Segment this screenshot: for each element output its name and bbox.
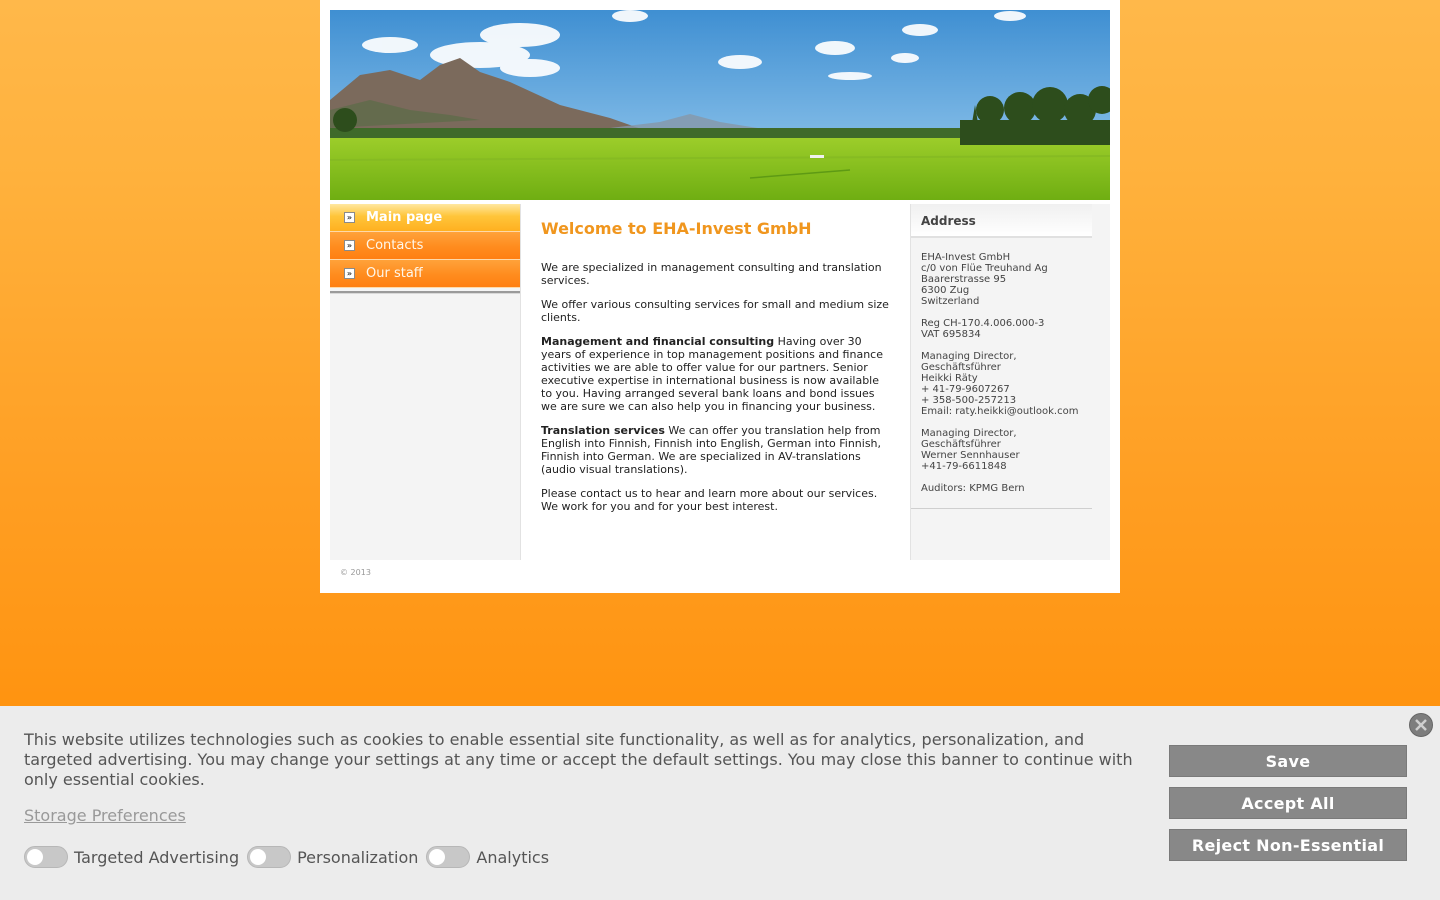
- auditors: Auditors: KPMG Bern: [921, 483, 1025, 494]
- toggle-analytics: [426, 846, 549, 868]
- director1-phone2: + 358-500-257213: [921, 395, 1017, 406]
- director2-phone: +41-79-6611848: [921, 461, 1007, 472]
- toggle-label: Targeted Advertising: [74, 847, 240, 867]
- toggle-label: Analytics: [476, 847, 550, 867]
- city: 6300 Zug: [921, 285, 970, 296]
- analytics-switch[interactable]: [426, 846, 470, 868]
- address-details: [911, 238, 1092, 509]
- accept-all-button[interactable]: Accept All: [1169, 787, 1407, 819]
- personalization-switch[interactable]: [247, 846, 291, 868]
- close-icon[interactable]: [1409, 713, 1433, 737]
- double-chevron-right-icon: »: [344, 268, 355, 279]
- director2-name: Werner Sennhauser: [921, 450, 1020, 461]
- switch-knob: [27, 849, 43, 865]
- storage-preferences-link[interactable]: Storage Preferences: [24, 806, 186, 825]
- country: Switzerland: [921, 296, 980, 307]
- double-chevron-right-icon: »: [344, 212, 355, 223]
- registration: Reg CH-170.4.006.000-3: [921, 318, 1045, 329]
- page-container: [320, 0, 1120, 593]
- care-of: c/0 von Flüe Treuhand Ag: [921, 263, 1048, 274]
- translation-text: We can offer you translation help from English into Finnish, Finnish into English, German into Finnish, Finnish into German. We are specialized in AV-translations (audio visual translations).: [541, 424, 882, 476]
- main-content: [520, 204, 910, 560]
- director2-title-de: Geschäftsführer: [921, 439, 1001, 450]
- page-title: Welcome to EHA-Invest GmbH: [541, 219, 812, 238]
- director1-title-de: Geschäftsführer: [921, 362, 1001, 373]
- footer-copyright: © 2013: [340, 568, 371, 577]
- cookie-toggles: [24, 846, 557, 868]
- switch-knob: [429, 849, 445, 865]
- director1-name: Heikki Räty: [921, 373, 978, 384]
- switch-knob: [250, 849, 266, 865]
- header-banner-image: [330, 10, 1110, 200]
- director1-title: Managing Director,: [921, 351, 1017, 362]
- nav-item-label: Our staff: [366, 266, 423, 281]
- director2-title: Managing Director,: [921, 428, 1017, 439]
- nav-item-our-staff[interactable]: [330, 260, 520, 288]
- intro-paragraph: We are specialized in management consulting and translation services.: [541, 261, 882, 287]
- nav-item-main-page[interactable]: [330, 204, 520, 232]
- nav-item-contacts[interactable]: [330, 232, 520, 260]
- save-button[interactable]: Save: [1169, 745, 1407, 777]
- toggle-label: Personalization: [297, 847, 419, 867]
- sidebar-navigation: [330, 204, 520, 560]
- contact-paragraph: Please contact us to hear and learn more about our services. We work for you and for your best interest.: [541, 487, 878, 513]
- nav-divider: [330, 291, 520, 294]
- street: Baarerstrasse 95: [921, 274, 1007, 285]
- consulting-heading: Management and financial consulting: [541, 335, 775, 348]
- toggle-targeted-advertising: [24, 846, 239, 868]
- reject-non-essential-button[interactable]: Reject Non-Essential: [1169, 829, 1407, 861]
- consulting-text: Having over 30 years of experience in top management positions and finance activities we are able to offer value for our partners. Senior executive expertise in international business is now available to you. Having arranged several bank loans and bond issues we are sure we can also help you in financing your business.: [541, 335, 883, 413]
- cookie-banner-text: This website utilizes technologies such as cookies to enable essential site functionality, as well as for analytics, personalization, and targeted advertising. You may change your settings at any time or accept the default settings. You may close this banner to continue with only essential cookies.: [24, 730, 1133, 789]
- address-title: Address: [911, 204, 1092, 238]
- company-name: EHA-Invest GmbH: [921, 252, 1011, 263]
- consulting-paragraph: [541, 335, 890, 413]
- director1-phone1: + 41-79-9607267: [921, 384, 1010, 395]
- address-sidebar: [910, 204, 1110, 560]
- director1-email: Email: raty.heikki@outlook.com: [921, 406, 1079, 417]
- translation-paragraph: [541, 424, 890, 476]
- double-chevron-right-icon: »: [344, 240, 355, 251]
- translation-heading: Translation services: [541, 424, 665, 437]
- toggle-personalization: [247, 846, 418, 868]
- nav-item-label: Main page: [366, 210, 443, 225]
- services-paragraph: We offer various consulting services for small and medium size clients.: [541, 298, 889, 324]
- cookie-banner: [0, 706, 1440, 900]
- targeted-advertising-switch[interactable]: [24, 846, 68, 868]
- vat: VAT 695834: [921, 329, 981, 340]
- nav-item-label: Contacts: [366, 238, 424, 253]
